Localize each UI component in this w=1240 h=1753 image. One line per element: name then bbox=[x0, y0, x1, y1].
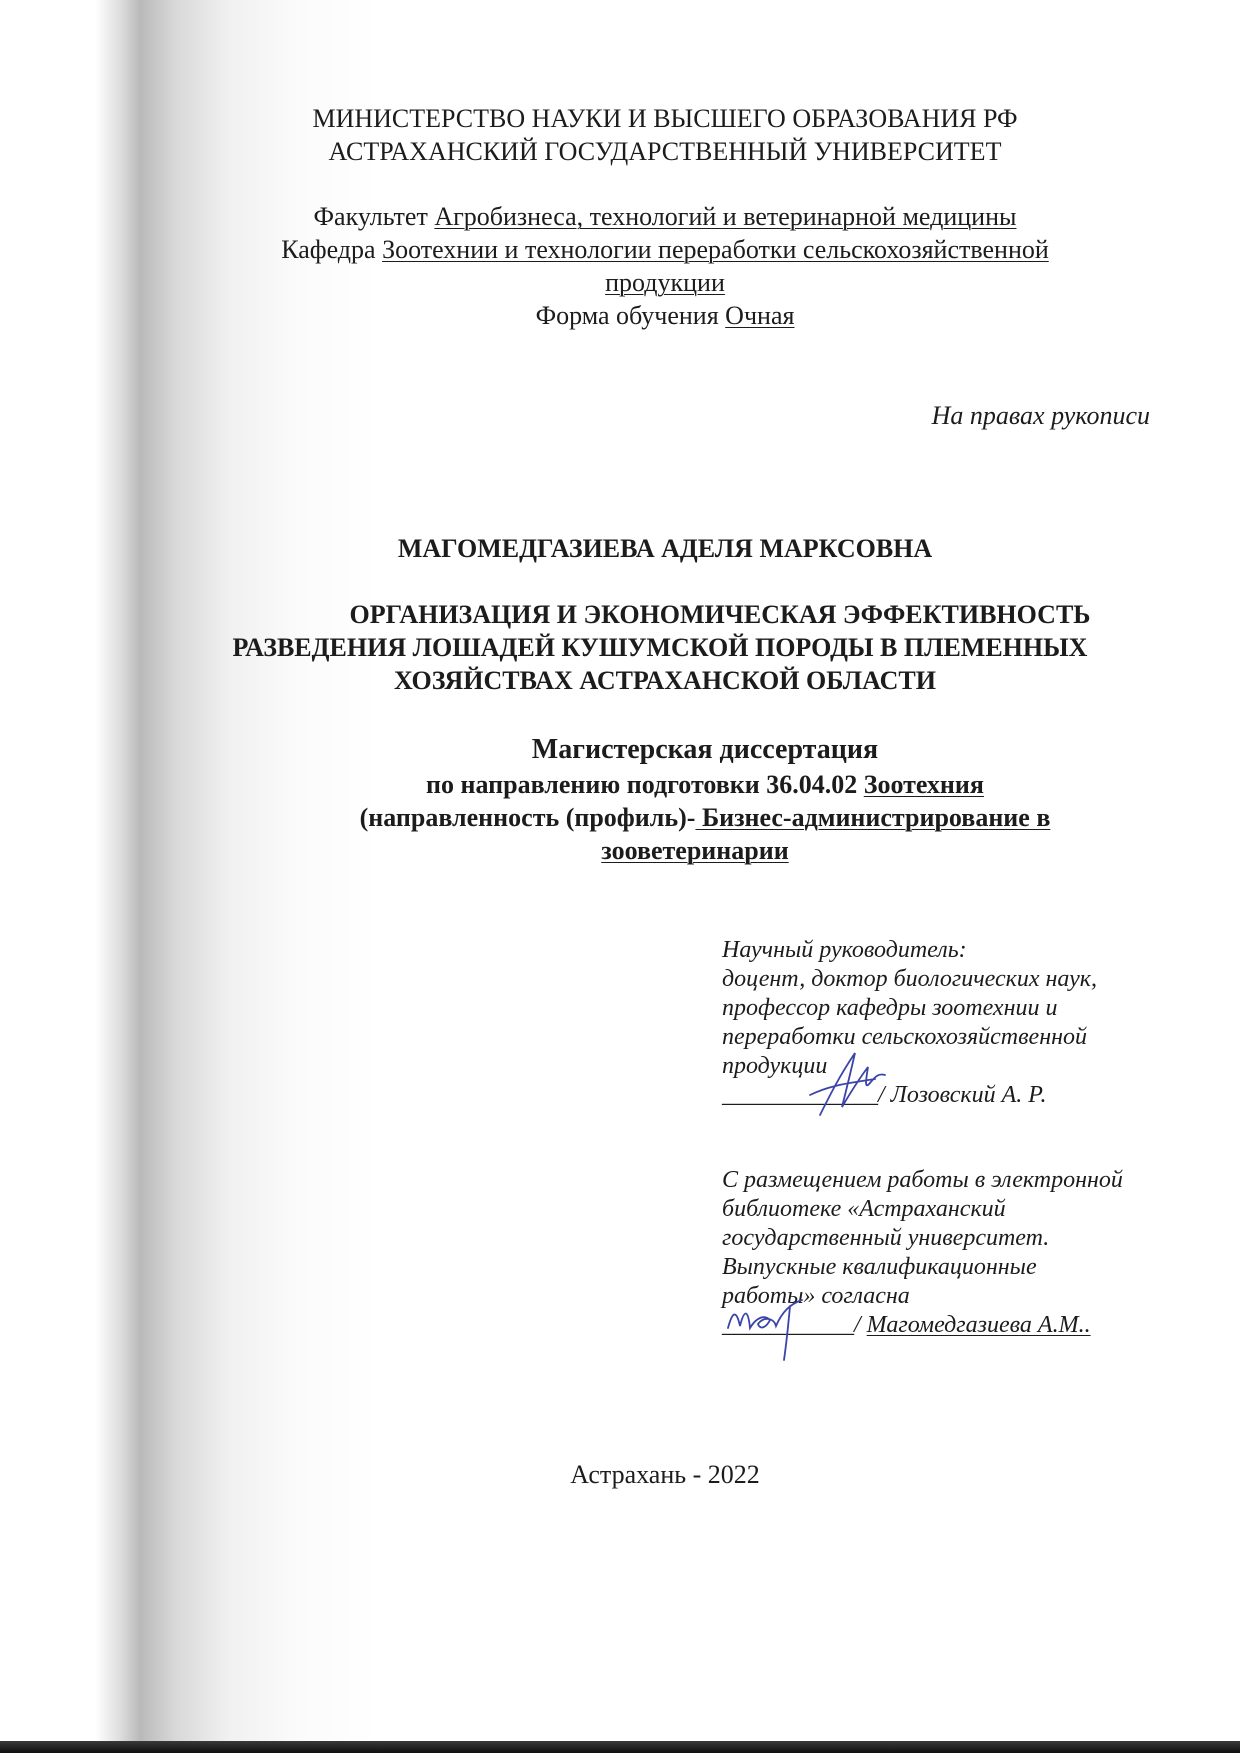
consent-line-2: библиотеке «Астраханский bbox=[722, 1196, 1006, 1222]
profile-line bbox=[240, 801, 1170, 834]
ministry-line: МИНИСТЕРСТВО НАУКИ И ВЫСШЕГО ОБРАЗОВАНИЯ РФ bbox=[312, 104, 1018, 133]
faculty-label: Факультет bbox=[313, 202, 435, 231]
department-label: Кафедра bbox=[281, 235, 383, 264]
department-value-cont: продукции bbox=[605, 268, 725, 297]
consent-signature-line bbox=[722, 1311, 1091, 1340]
study-form-value: Очная bbox=[725, 301, 795, 330]
department-value: Зоотехнии и технологии переработки сельскохозяйственной bbox=[382, 235, 1049, 264]
direction-prefix: по направлению подготовки 36.04.02 bbox=[426, 770, 864, 799]
consent-name: Магомедгазиева А.М.. bbox=[866, 1312, 1091, 1338]
author-name: МАГОМЕДГАЗИЕВА АДЕЛЯ МАРКСОВНА bbox=[397, 534, 933, 563]
profile-value-cont: зооветеринарии bbox=[601, 836, 789, 865]
consent-line-3: государственный университет. bbox=[722, 1225, 1050, 1251]
consent-line-5: работы» согласна bbox=[722, 1283, 910, 1309]
supervisor-department: переработки сельскохозяйственной bbox=[722, 1024, 1088, 1050]
scan-bottom-edge bbox=[0, 1741, 1240, 1753]
profile-value: Бизнес-администрирование в bbox=[695, 803, 1051, 832]
supervisor-department-cont: продукции bbox=[722, 1053, 828, 1079]
work-type: Магистерская диссертация bbox=[531, 734, 879, 765]
manuscript-note: На правах рукописи bbox=[931, 401, 1150, 430]
thesis-title-line-2: РАЗВЕДЕНИЯ ЛОШАДЕЙ КУШУМСКОЙ ПОРОДЫ В ПЛЕМЕННЫХ bbox=[232, 633, 1088, 662]
supervisor-degree: доцент, доктор биологических наук, bbox=[722, 966, 1097, 992]
supervisor-signature-blank: _____________ bbox=[722, 1082, 878, 1108]
consent-name-prefix: / bbox=[854, 1312, 867, 1338]
direction-value: Зоотехния bbox=[863, 770, 984, 799]
consent-signature-blank: ___________ bbox=[722, 1312, 854, 1338]
consent-line-1: С размещением работы в электронной bbox=[722, 1167, 1123, 1193]
thesis-title-line-1: ОРГАНИЗАЦИЯ И ЭКОНОМИЧЕСКАЯ ЭФФЕКТИВНОСТЬ bbox=[349, 600, 1091, 629]
direction-line bbox=[240, 768, 1170, 801]
profile-line-2 bbox=[230, 834, 1160, 867]
supervisor-position: профессор кафедры зоотехнии и bbox=[722, 995, 1058, 1021]
profile-prefix: (направленность (профиль)- bbox=[359, 803, 696, 832]
city-year: Астрахань - 2022 bbox=[570, 1460, 760, 1489]
consent-line-4: Выпускные квалификационные bbox=[722, 1254, 1037, 1280]
university-line: АСТРАХАНСКИЙ ГОСУДАРСТВЕННЫЙ УНИВЕРСИТЕТ bbox=[328, 137, 1002, 166]
department-line-2 bbox=[200, 266, 1130, 299]
supervisor-heading: Научный руководитель: bbox=[722, 937, 967, 963]
study-form-line bbox=[200, 299, 1130, 332]
study-form-label: Форма обучения bbox=[535, 301, 726, 330]
faculty-value: Агробизнеса, технологий и ветеринарной медицины bbox=[434, 202, 1017, 231]
supervisor-name: / Лозовский А. Р. bbox=[878, 1082, 1047, 1108]
supervisor-signature-line bbox=[722, 1081, 1047, 1110]
faculty-line bbox=[200, 200, 1130, 233]
department-line bbox=[200, 233, 1130, 266]
thesis-title-line-3: ХОЗЯЙСТВАХ АСТРАХАНСКОЙ ОБЛАСТИ bbox=[394, 666, 936, 695]
